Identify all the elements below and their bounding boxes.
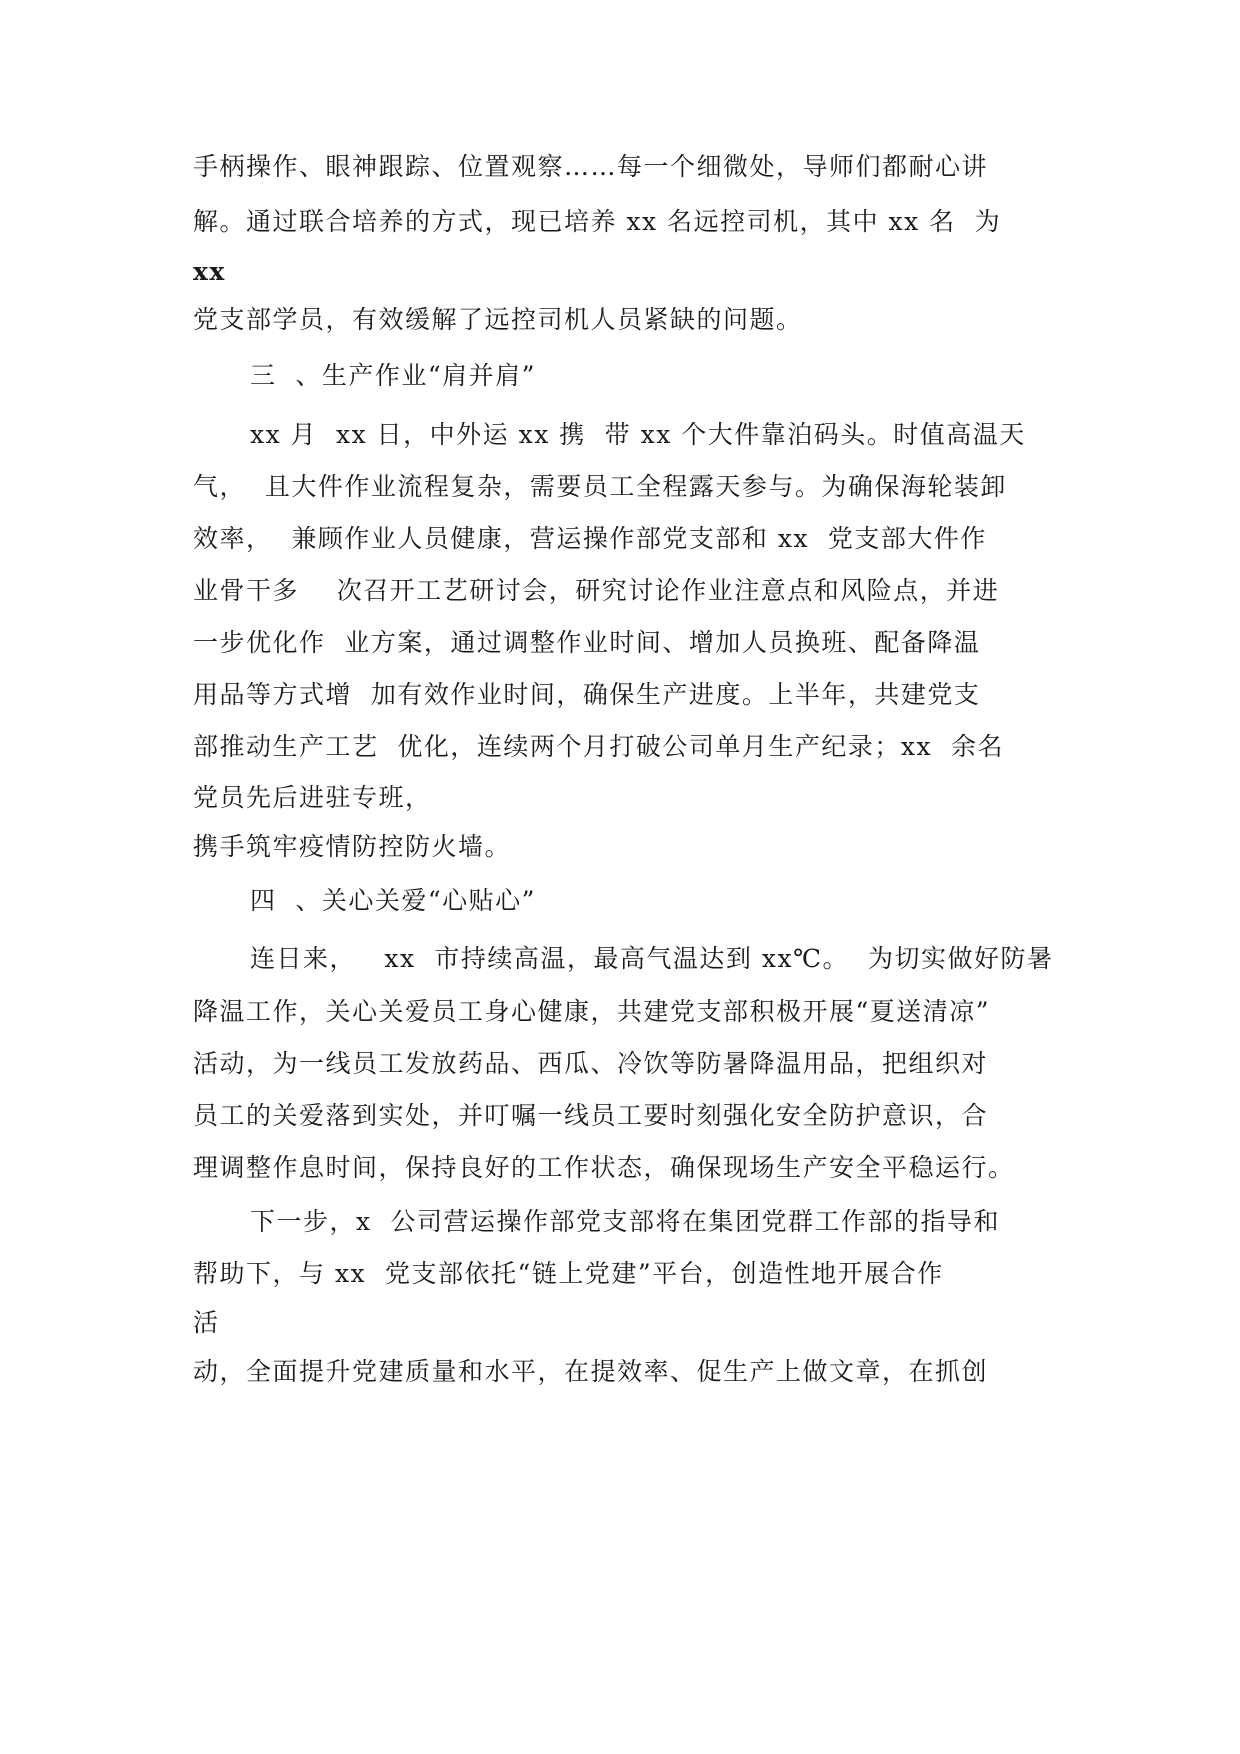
paragraph-line: 理调整作息时间，保持良好的工作状态，确保现场生产安全平稳运行。: [193, 1153, 1015, 1182]
paragraph-line: 降温工作，关心关爱员工身心健康，共建党支部积极开展“夏送清凉”: [193, 997, 991, 1026]
paragraph-line: 气， 且大件作业流程复杂，需要员工全程露天参与。为确保海轮装卸: [193, 472, 1007, 501]
paragraph-line: 解。通过联合培养的方式，现已培养 xx 名远控司机，其中 xx 名 为: [193, 207, 1002, 236]
paragraph-line: 员工的关爱落到实处，并叮嘱一线员工要时刻强化安全防护意识，合: [193, 1101, 989, 1130]
paragraph-line: 部推动生产工艺 优化，连续两个月打破公司单月生产纪录；xx 余名: [193, 732, 1004, 761]
paragraph-line: 手柄操作、眼神跟踪、位置观察……每一个细微处，导师们都耐心讲: [193, 152, 989, 181]
paragraph-line: 连日来， xx 市持续高温，最高气温达到 xx℃。 为切实做好防暑: [250, 944, 1054, 973]
paragraph-line: 动，全面提升党建质量和水平，在提效率、促生产上做文章，在抓创: [193, 1357, 989, 1386]
paragraph-line: 携手筑牢疫情防控防火墙。: [193, 832, 512, 861]
paragraph-line: xx 月 xx 日，中外运 xx 携 带 xx 个大件靠泊码头。时值高温天: [250, 420, 1026, 449]
section-heading-3: 三 、生产作业“肩并肩”: [250, 361, 536, 390]
section-heading-4: 四 、关心关爱“心贴心”: [250, 886, 536, 915]
paragraph-line: 活: [193, 1308, 220, 1337]
paragraph-line: 党员先后进驻专班，: [193, 783, 432, 812]
paragraph-line: 业骨干多 次召开工艺研讨会，研究讨论作业注意点和风险点，并进: [193, 576, 1000, 605]
paragraph-line: 活动，为一线员工发放药品、西瓜、冷饮等防暑降温用品，把组织对: [193, 1049, 989, 1078]
paragraph-line: 帮助下，与 xx 党支部依托“链上党建”平台，创造性地开展合作: [193, 1259, 944, 1288]
paragraph-line: 一步优化作 业方案，通过调整作业时间、增加人员换班、配备降温: [193, 628, 981, 657]
paragraph-line: xx: [193, 257, 226, 286]
paragraph-line: 效率， 兼顾作业人员健康，营运操作部党支部和 xx 党支部大件作: [193, 524, 987, 553]
paragraph-line: 党支部学员，有效缓解了远控司机人员紧缺的问题。: [193, 305, 803, 334]
paragraph-line: 用品等方式增 加有效作业时间，确保生产进度。上半年，共建党支: [193, 680, 981, 709]
paragraph-line: 下一步，x 公司营运操作部党支部将在集团党群工作部的指导和: [250, 1207, 1000, 1236]
